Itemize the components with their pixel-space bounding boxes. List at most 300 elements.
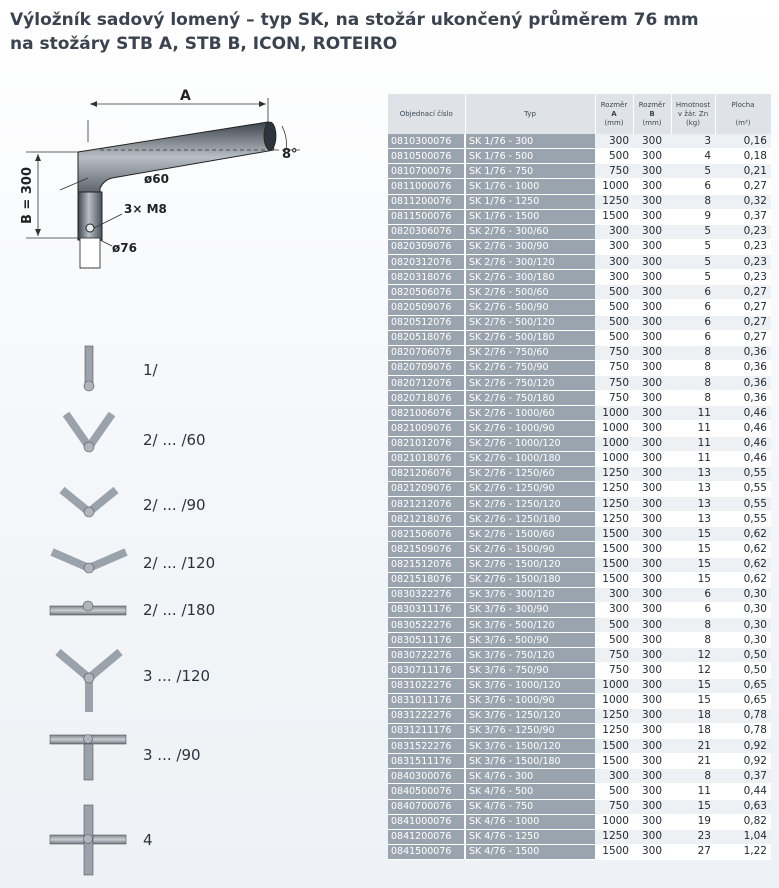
cell-weight: 18 <box>671 708 715 723</box>
cell-code: 0821209076 <box>388 481 465 496</box>
cell-type: SK 4/76 - 1000 <box>465 814 595 829</box>
cell-dim-a: 1500 <box>595 209 633 224</box>
cell-type: SK 2/76 - 1250/90 <box>465 481 595 496</box>
cell-surface: 0,62 <box>715 527 771 542</box>
cell-dim-b: 300 <box>633 360 671 375</box>
cell-surface: 0,65 <box>715 678 771 693</box>
cell-type: SK 2/76 - 1500/60 <box>465 527 595 542</box>
table-row <box>388 648 771 663</box>
cell-code: 0810700076 <box>388 164 465 179</box>
cell-dim-a: 1250 <box>595 497 633 512</box>
cell-surface: 0,36 <box>715 391 771 406</box>
cell-dim-a: 1500 <box>595 527 633 542</box>
table-row <box>388 799 771 814</box>
cell-type: SK 2/76 - 1000/120 <box>465 436 595 451</box>
cell-dim-b: 300 <box>633 194 671 209</box>
cell-weight: 11 <box>671 436 715 451</box>
cell-code: 0840700076 <box>388 799 465 814</box>
header-surface: Plocha (m²) <box>715 94 771 134</box>
single-arm-icon <box>84 346 94 391</box>
cell-dim-a: 500 <box>595 300 633 315</box>
cell-dim-a: 750 <box>595 345 633 360</box>
cell-weight: 8 <box>671 769 715 784</box>
cell-surface: 0,92 <box>715 754 771 769</box>
cell-code: 0831211176 <box>388 723 465 738</box>
cell-weight: 12 <box>671 663 715 678</box>
cell-weight: 5 <box>671 255 715 270</box>
cell-type: SK 1/76 - 1000 <box>465 179 595 194</box>
cell-surface: 0,32 <box>715 194 771 209</box>
cell-type: SK 3/76 - 300/90 <box>465 602 595 617</box>
cell-surface: 0,30 <box>715 602 771 617</box>
cell-type: SK 3/76 - 1250/90 <box>465 723 595 738</box>
cell-dim-b: 300 <box>633 633 671 648</box>
cell-weight: 15 <box>671 799 715 814</box>
cell-dim-b: 300 <box>633 451 671 466</box>
cell-weight: 8 <box>671 618 715 633</box>
cell-weight: 3 <box>671 134 715 149</box>
cell-type: SK 3/76 - 750/120 <box>465 648 595 663</box>
cell-surface: 0,27 <box>715 285 771 300</box>
cell-dim-b: 300 <box>633 285 671 300</box>
cell-dim-b: 300 <box>633 829 671 844</box>
table-row <box>388 224 771 239</box>
header-code: Objednací číslo <box>388 94 465 134</box>
cell-type: SK 2/76 - 1000/60 <box>465 406 595 421</box>
header-dim-b: Rozměr B (mm) <box>633 94 671 134</box>
cell-surface: 0,30 <box>715 587 771 602</box>
cell-code: 0821506076 <box>388 527 465 542</box>
cell-dim-b: 300 <box>633 224 671 239</box>
cell-code: 0831011176 <box>388 693 465 708</box>
variant-label-2-180: 2/ ... /180 <box>143 601 216 619</box>
cell-dim-b: 300 <box>633 315 671 330</box>
cell-surface: 0,50 <box>715 648 771 663</box>
cell-dim-a: 1000 <box>595 678 633 693</box>
cell-type: SK 3/76 - 1000/120 <box>465 678 595 693</box>
cell-weight: 6 <box>671 330 715 345</box>
cell-weight: 6 <box>671 179 715 194</box>
cell-type: SK 2/76 - 500/90 <box>465 300 595 315</box>
cell-weight: 13 <box>671 497 715 512</box>
cell-dim-b: 300 <box>633 799 671 814</box>
cell-dim-a: 1250 <box>595 466 633 481</box>
cell-code: 0820312076 <box>388 255 465 270</box>
cell-code: 0830522276 <box>388 618 465 633</box>
cell-type: SK 4/76 - 300 <box>465 769 595 784</box>
cell-dim-b: 300 <box>633 421 671 436</box>
cell-code: 0821518076 <box>388 572 465 587</box>
cell-dim-a: 300 <box>595 769 633 784</box>
cell-code: 0820518076 <box>388 330 465 345</box>
cell-type: SK 2/76 - 750/60 <box>465 345 595 360</box>
table-row <box>388 708 771 723</box>
title-line-2: na stožáry STB A, STB B, ICON, ROTEIRO <box>10 34 398 54</box>
cell-weight: 18 <box>671 723 715 738</box>
cell-type: SK 1/76 - 300 <box>465 134 595 149</box>
spec-table <box>388 94 772 860</box>
cell-weight: 15 <box>671 693 715 708</box>
cell-surface: 0,36 <box>715 360 771 375</box>
cell-dim-a: 750 <box>595 663 633 678</box>
cell-code: 0821509076 <box>388 542 465 557</box>
cell-dim-b: 300 <box>633 557 671 572</box>
cell-dim-a: 1250 <box>595 512 633 527</box>
cell-code: 0811000076 <box>388 179 465 194</box>
variant-label-2-60: 2/ ... /60 <box>143 431 206 449</box>
cell-type: SK 3/76 - 1500/120 <box>465 739 595 754</box>
cell-surface: 0,63 <box>715 799 771 814</box>
cell-weight: 8 <box>671 633 715 648</box>
cell-surface: 0,27 <box>715 330 771 345</box>
cell-dim-b: 300 <box>633 300 671 315</box>
cell-code: 0820309076 <box>388 239 465 254</box>
cell-type: SK 1/76 - 1250 <box>465 194 595 209</box>
cell-dim-a: 750 <box>595 799 633 814</box>
cell-dim-a: 750 <box>595 164 633 179</box>
cell-dim-a: 750 <box>595 648 633 663</box>
cell-code: 0820712076 <box>388 376 465 391</box>
cell-type: SK 3/76 - 500/90 <box>465 633 595 648</box>
table-row <box>388 466 771 481</box>
double-arm-60-icon <box>66 414 112 452</box>
cell-dim-a: 500 <box>595 618 633 633</box>
table-row <box>388 194 771 209</box>
cell-dim-b: 300 <box>633 497 671 512</box>
screw-label: 3× M8 <box>124 202 167 216</box>
cell-type: SK 2/76 - 1000/180 <box>465 451 595 466</box>
cell-dim-b: 300 <box>633 164 671 179</box>
cell-code: 0811500076 <box>388 209 465 224</box>
table-row <box>388 436 771 451</box>
cell-type: SK 4/76 - 1250 <box>465 829 595 844</box>
cell-code: 0830511176 <box>388 633 465 648</box>
table-row <box>388 481 771 496</box>
table-row <box>388 149 771 164</box>
cell-surface: 1,22 <box>715 844 771 859</box>
cell-surface: 0,46 <box>715 421 771 436</box>
cell-type: SK 2/76 - 1000/90 <box>465 421 595 436</box>
cell-code: 0831522276 <box>388 739 465 754</box>
cell-weight: 23 <box>671 829 715 844</box>
dimension-a-label: A <box>180 88 191 104</box>
cell-dim-a: 300 <box>595 587 633 602</box>
cell-code: 0840500076 <box>388 784 465 799</box>
cell-weight: 5 <box>671 224 715 239</box>
table-row <box>388 602 771 617</box>
cell-dim-b: 300 <box>633 270 671 285</box>
cell-dim-a: 500 <box>595 315 633 330</box>
variant-label-2-120: 2/ ... /120 <box>143 554 216 572</box>
cell-dim-b: 300 <box>633 481 671 496</box>
cell-surface: 0,46 <box>715 406 771 421</box>
title-line-1: Výložník sadový lomený – typ SK, na stožár ukončený průměrem 76 mm <box>10 10 699 30</box>
cell-surface: 0,55 <box>715 466 771 481</box>
variant-label-3-90: 3 ... /90 <box>143 746 201 764</box>
cell-code: 0820506076 <box>388 285 465 300</box>
cell-dim-a: 1000 <box>595 693 633 708</box>
cell-surface: 0,23 <box>715 255 771 270</box>
variant-label-4: 4 <box>143 831 153 849</box>
cell-code: 0830711176 <box>388 663 465 678</box>
double-arm-120-icon <box>52 552 126 573</box>
triple-arm-120-icon <box>58 652 120 712</box>
cell-dim-b: 300 <box>633 209 671 224</box>
cell-type: SK 3/76 - 1000/90 <box>465 693 595 708</box>
cell-weight: 11 <box>671 421 715 436</box>
cell-dim-a: 750 <box>595 391 633 406</box>
cell-code: 0830722276 <box>388 648 465 663</box>
table-row <box>388 844 771 859</box>
cell-weight: 15 <box>671 527 715 542</box>
cell-dim-b: 300 <box>633 678 671 693</box>
table-row <box>388 406 771 421</box>
cell-dim-b: 300 <box>633 602 671 617</box>
cell-dim-b: 300 <box>633 814 671 829</box>
base-diameter-label: ø76 <box>112 241 137 255</box>
cell-weight: 5 <box>671 239 715 254</box>
cell-dim-b: 300 <box>633 239 671 254</box>
cell-weight: 5 <box>671 270 715 285</box>
cell-dim-a: 1000 <box>595 179 633 194</box>
cell-type: SK 2/76 - 300/120 <box>465 255 595 270</box>
cell-code: 0831511176 <box>388 754 465 769</box>
cell-dim-a: 300 <box>595 134 633 149</box>
cell-dim-a: 1000 <box>595 421 633 436</box>
cell-surface: 1,04 <box>715 829 771 844</box>
cell-code: 0811200076 <box>388 194 465 209</box>
cell-code: 0820709076 <box>388 360 465 375</box>
cell-code: 0831022276 <box>388 678 465 693</box>
cell-weight: 9 <box>671 209 715 224</box>
table-row <box>388 330 771 345</box>
cell-dim-b: 300 <box>633 330 671 345</box>
cell-type: SK 2/76 - 750/120 <box>465 376 595 391</box>
cell-weight: 11 <box>671 784 715 799</box>
table-row <box>388 164 771 179</box>
cell-dim-a: 1000 <box>595 406 633 421</box>
cell-dim-a: 1500 <box>595 754 633 769</box>
cell-dim-a: 300 <box>595 602 633 617</box>
cell-type: SK 2/76 - 1250/120 <box>465 497 595 512</box>
table-row <box>388 360 771 375</box>
table-row <box>388 587 771 602</box>
cell-dim-b: 300 <box>633 134 671 149</box>
arm-diameter-label: ø60 <box>144 172 169 186</box>
header-weight: Hmotnost v žár. Zn (kg) <box>671 94 715 134</box>
cell-dim-a: 500 <box>595 330 633 345</box>
cell-dim-b: 300 <box>633 512 671 527</box>
cell-surface: 0,46 <box>715 436 771 451</box>
cell-surface: 0,78 <box>715 708 771 723</box>
cell-dim-a: 500 <box>595 784 633 799</box>
cell-surface: 0,92 <box>715 739 771 754</box>
cell-weight: 13 <box>671 512 715 527</box>
cell-dim-a: 1250 <box>595 708 633 723</box>
table-row <box>388 829 771 844</box>
cell-dim-a: 300 <box>595 255 633 270</box>
cell-code: 0821218076 <box>388 512 465 527</box>
table-row <box>388 255 771 270</box>
table-row <box>388 497 771 512</box>
cell-code: 0830322276 <box>388 587 465 602</box>
cell-dim-a: 1500 <box>595 739 633 754</box>
cell-type: SK 4/76 - 1500 <box>465 844 595 859</box>
cell-surface: 0,23 <box>715 239 771 254</box>
table-row <box>388 512 771 527</box>
cell-weight: 8 <box>671 194 715 209</box>
cell-type: SK 2/76 - 500/180 <box>465 330 595 345</box>
cell-code: 0821212076 <box>388 497 465 512</box>
table-row <box>388 239 771 254</box>
cell-surface: 0,30 <box>715 618 771 633</box>
cell-surface: 0,44 <box>715 784 771 799</box>
cell-surface: 0,62 <box>715 542 771 557</box>
cell-dim-b: 300 <box>633 708 671 723</box>
cell-type: SK 2/76 - 500/120 <box>465 315 595 330</box>
cell-dim-a: 500 <box>595 633 633 648</box>
cell-type: SK 2/76 - 1500/180 <box>465 572 595 587</box>
cell-dim-b: 300 <box>633 391 671 406</box>
cell-dim-b: 300 <box>633 663 671 678</box>
triple-arm-90-icon <box>50 735 126 781</box>
cell-dim-b: 300 <box>633 149 671 164</box>
cell-dim-b: 300 <box>633 739 671 754</box>
cell-dim-b: 300 <box>633 723 671 738</box>
variant-label-2-90: 2/ ... /90 <box>143 496 206 514</box>
cell-dim-b: 300 <box>633 406 671 421</box>
variant-label-3-120: 3 ... /120 <box>143 667 211 685</box>
cell-dim-b: 300 <box>633 784 671 799</box>
cell-weight: 12 <box>671 648 715 663</box>
cell-surface: 0,55 <box>715 497 771 512</box>
cell-weight: 8 <box>671 360 715 375</box>
header-type: Typ <box>465 94 595 134</box>
table-row <box>388 663 771 678</box>
table-row <box>388 723 771 738</box>
cell-type: SK 2/76 - 750/180 <box>465 391 595 406</box>
cell-weight: 4 <box>671 149 715 164</box>
cell-weight: 8 <box>671 376 715 391</box>
cell-dim-a: 1250 <box>595 723 633 738</box>
cell-dim-a: 300 <box>595 270 633 285</box>
cell-weight: 5 <box>671 164 715 179</box>
cell-dim-a: 1250 <box>595 481 633 496</box>
table-header-row <box>388 94 771 134</box>
cell-dim-b: 300 <box>633 255 671 270</box>
cell-dim-b: 300 <box>633 572 671 587</box>
table-row <box>388 739 771 754</box>
cell-dim-b: 300 <box>633 754 671 769</box>
cell-type: SK 3/76 - 500/120 <box>465 618 595 633</box>
cell-type: SK 2/76 - 500/60 <box>465 285 595 300</box>
cell-surface: 0,27 <box>715 300 771 315</box>
cell-surface: 0,27 <box>715 179 771 194</box>
cell-code: 0820718076 <box>388 391 465 406</box>
cell-weight: 15 <box>671 557 715 572</box>
cell-code: 0820509076 <box>388 300 465 315</box>
cell-type: SK 3/76 - 750/90 <box>465 663 595 678</box>
table-row <box>388 421 771 436</box>
cell-type: SK 2/76 - 750/90 <box>465 360 595 375</box>
cell-code: 0810500076 <box>388 149 465 164</box>
cell-surface: 0,16 <box>715 134 771 149</box>
cell-surface: 0,37 <box>715 769 771 784</box>
cell-dim-a: 300 <box>595 224 633 239</box>
cell-type: SK 3/76 - 1250/120 <box>465 708 595 723</box>
cell-surface: 0,78 <box>715 723 771 738</box>
cell-dim-b: 300 <box>633 179 671 194</box>
cell-dim-b: 300 <box>633 648 671 663</box>
cell-code: 0821018076 <box>388 451 465 466</box>
table-row <box>388 345 771 360</box>
cell-surface: 0,37 <box>715 209 771 224</box>
cell-weight: 21 <box>671 754 715 769</box>
double-arm-180-icon <box>50 601 126 615</box>
table-row <box>388 376 771 391</box>
cell-weight: 19 <box>671 814 715 829</box>
cell-weight: 8 <box>671 391 715 406</box>
cell-dim-a: 500 <box>595 285 633 300</box>
table-row <box>388 678 771 693</box>
table-row <box>388 134 771 149</box>
cell-code: 0821206076 <box>388 466 465 481</box>
cell-code: 0841500076 <box>388 844 465 859</box>
cell-dim-a: 300 <box>595 239 633 254</box>
cell-surface: 0,65 <box>715 693 771 708</box>
cell-dim-a: 1500 <box>595 572 633 587</box>
cell-surface: 0,55 <box>715 481 771 496</box>
cell-surface: 0,18 <box>715 149 771 164</box>
cell-type: SK 2/76 - 1500/90 <box>465 542 595 557</box>
table-row <box>388 572 771 587</box>
cell-code: 0820706076 <box>388 345 465 360</box>
cell-weight: 15 <box>671 678 715 693</box>
table-row <box>388 451 771 466</box>
cell-type: SK 2/76 - 300/180 <box>465 270 595 285</box>
cell-code: 0821009076 <box>388 421 465 436</box>
cell-type: SK 2/76 - 300/90 <box>465 239 595 254</box>
cell-surface: 0,21 <box>715 164 771 179</box>
cell-weight: 27 <box>671 844 715 859</box>
cell-code: 0820318076 <box>388 270 465 285</box>
cell-weight: 11 <box>671 406 715 421</box>
table-row <box>388 391 771 406</box>
table-row <box>388 179 771 194</box>
cell-code: 0810300076 <box>388 134 465 149</box>
header-dim-a: Rozměr A (mm) <box>595 94 633 134</box>
cell-type: SK 1/76 - 750 <box>465 164 595 179</box>
cell-type: SK 1/76 - 1500 <box>465 209 595 224</box>
cell-weight: 11 <box>671 451 715 466</box>
cell-code: 0831222276 <box>388 708 465 723</box>
cell-type: SK 2/76 - 1500/120 <box>465 557 595 572</box>
cell-dim-b: 300 <box>633 844 671 859</box>
table-row <box>388 814 771 829</box>
cell-weight: 13 <box>671 466 715 481</box>
table-row <box>388 300 771 315</box>
table-row <box>388 557 771 572</box>
cell-dim-a: 500 <box>595 149 633 164</box>
cell-code: 0830311176 <box>388 602 465 617</box>
cell-type: SK 2/76 - 1250/60 <box>465 466 595 481</box>
cell-code: 0820306076 <box>388 224 465 239</box>
angle-label: 8° <box>282 147 298 162</box>
variant-label-1: 1/ <box>143 361 158 379</box>
cell-code: 0820512076 <box>388 315 465 330</box>
cell-surface: 0,62 <box>715 557 771 572</box>
table-row <box>388 784 771 799</box>
